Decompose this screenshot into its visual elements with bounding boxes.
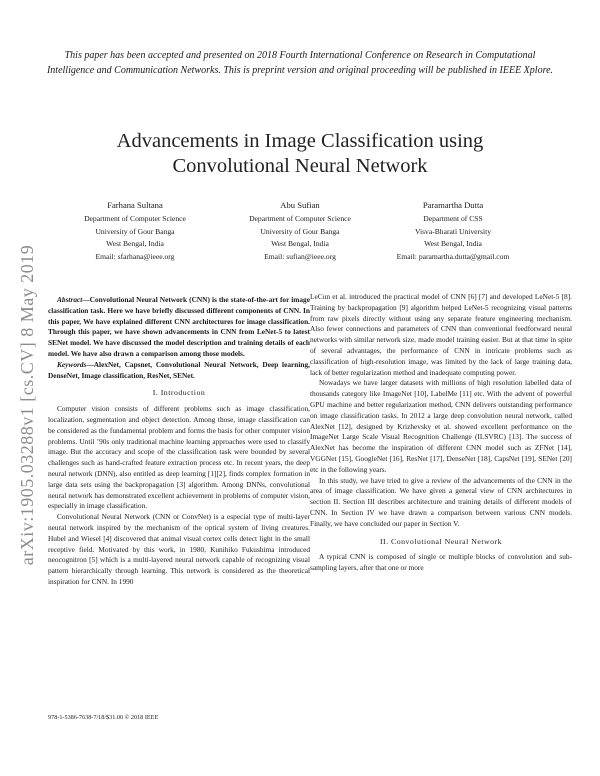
author-name: Paramartha Dutta — [422, 200, 484, 210]
author-department: Department of Computer Science — [249, 214, 351, 223]
author-organization: Visva-Bharati University — [414, 226, 492, 236]
author-name: Abu Sufian — [280, 200, 320, 210]
body-paragraph: Nowadays we have larger datasets with millions of high resolution labelled data of thousands category like ImageNet [10], LabelMe [11] etc. With the advent of powerful GPU machine and better regularization method, CNN delivers outstanding performance on image classification tasks. In 2012 a large deep convolution neural network, called AlexNet [12], designed by Krizhevsky et al. showed excellent performance on the ImageNet Large Scale Visual Recognition Challenge (ILSVRC) [13]. The success of AlexNet has become the inspiration of different CNN model such as ZFNet [14], VGGNet [15], GoogleNet [16], ResNet [17], DenseNet [18], CapsNet [19], SENet [20] etc in the following years. — [310, 378, 572, 474]
author-department: Department of CSS — [423, 214, 483, 223]
abstract-label: Abstract — [57, 295, 83, 304]
author-name: Farhana Sultana — [107, 200, 163, 210]
body-paragraph: Computer vision consists of different problems such as image classification, localization, segmentation and object detection. Among those, image classification can be considered as the fundamental problem and forms the basis for other computer vision problems. Until ’90s only traditional machine learning approaches were used to classify image. But the accuracy and scope of the classification task were bounded by several challenges such as hand-crafted feature extraction process etc. In recent years, the deep neural network (DNN), also entitled as deep learning [1][2], finds complex formation in large data sets using the backpropagation [3] algorithm. Among DNNs, convolutional neural network has demonstrated excellent achievement in problems of computer vision, especially in image classification. — [48, 404, 310, 511]
body-paragraph: LeCun et al. introduced the practical model of CNN [6] [7] and developed LeNet-5 [8]. Training by backpropagation [9] algorithm helped LeNet-5 recognizing visual patterns from raw pixels directly without using any separate feature engineering mechanism. Also fewer connections and parameters of CNN than conventional feedforward neural networks with similar network size, made model training easier. But at that time in spite of several advantages, the performance of CNN in intricate problems such as classification of high-resolution image, was limited by the lack of large training data, lack of better regularization method and inadequate computing power. — [310, 292, 572, 377]
abstract-text: —Convolutional Neural Network (CNN) is the state-of-the-art for image classification task. Here we have briefly discussed different components of CNN. In this paper, We have explained different CNN architectures for image classification. Through this paper, we have shown advancements in CNN from LeNet-5 to latest SENet model. We have discussed the model description and training details of each model. We have also drawn a comparison among those models. — [48, 295, 310, 358]
right-column — [310, 292, 572, 574]
author-organization: University of Gour Banga — [95, 226, 175, 236]
author-email: Email: paramartha.dutta@gmail.com — [396, 251, 510, 261]
author-department: Department of Computer Science — [84, 214, 186, 223]
paper-title — [40, 129, 560, 179]
title-line-1: Advancements in Image Classification using — [116, 130, 484, 152]
author-organization: University of Gour Banga — [260, 226, 340, 236]
author-block — [378, 199, 528, 263]
body-paragraph: In this study, we have tried to give a review of the advancements of the CNN in the area of image classification. We have given a general view of CNN architectures in section II. Section III describes architecture and training details of different models of CNN. In Section IV we have drawn a comparison between various CNN models. Finally, we have concluded our paper in Section V. — [310, 475, 572, 528]
keywords-text: —AlexNet, Capsnet, Convolutional Neural Network, Deep learning, DenseNet, Image classification, ResNet, SENet. — [48, 359, 310, 380]
abstract — [48, 295, 310, 360]
index-terms — [48, 360, 310, 382]
arxiv-identifier: arXiv:1905.03288v1 [cs.CV] 8 May 2019 — [17, 244, 37, 566]
left-column — [48, 295, 310, 588]
body-paragraph: A typical CNN is composed of single or multiple blocks of convolution and sub-sampling layers, after that one or more — [310, 552, 572, 573]
body-paragraph: Convolutional Neural Network (CNN or ConvNet) is a especial type of multi-layer neural network inspired by the mechanism of the optical system of living creatures. Hubel and Wiesel [4] discovered that animal visual cortex cells detect light in the small receptive field. Motivated by this work, in 1980, Kunihiko Fukushima introduced neocognitron [5] which is a multi-layered neural network capable of recognizing visual pattern hierarchically through learning. This network is considered as the theoretical inspiration for CNN. In 1990 — [48, 512, 310, 586]
keywords-label: Keywords — [57, 359, 87, 369]
author-location: West Bengal, India — [271, 239, 329, 248]
publication-notice: This paper has been accepted and presented on 2018 Fourth International Conference on Research in Computational Intelligence and Communication Networks. This is preprint version and original proceeding will be published in IEEE Xplore. — [46, 50, 554, 76]
author-block — [225, 199, 375, 263]
section-heading-cnn: II. Convolutional Neural Network — [379, 536, 503, 546]
author-location: West Bengal, India — [106, 239, 164, 248]
section-heading-introduction: I. Introduction — [152, 388, 206, 398]
title-line-2: Convolutional Neural Network — [172, 155, 428, 177]
author-email: Email: sfarhana@ieee.org — [95, 251, 175, 261]
copyright-notice: 978-1-5386-7638-7/18/$31.00 © 2018 IEEE — [48, 714, 159, 721]
author-email: Email: sufian@ieee.org — [264, 251, 336, 261]
author-block — [60, 199, 210, 263]
author-location: West Bengal, India — [424, 239, 482, 248]
